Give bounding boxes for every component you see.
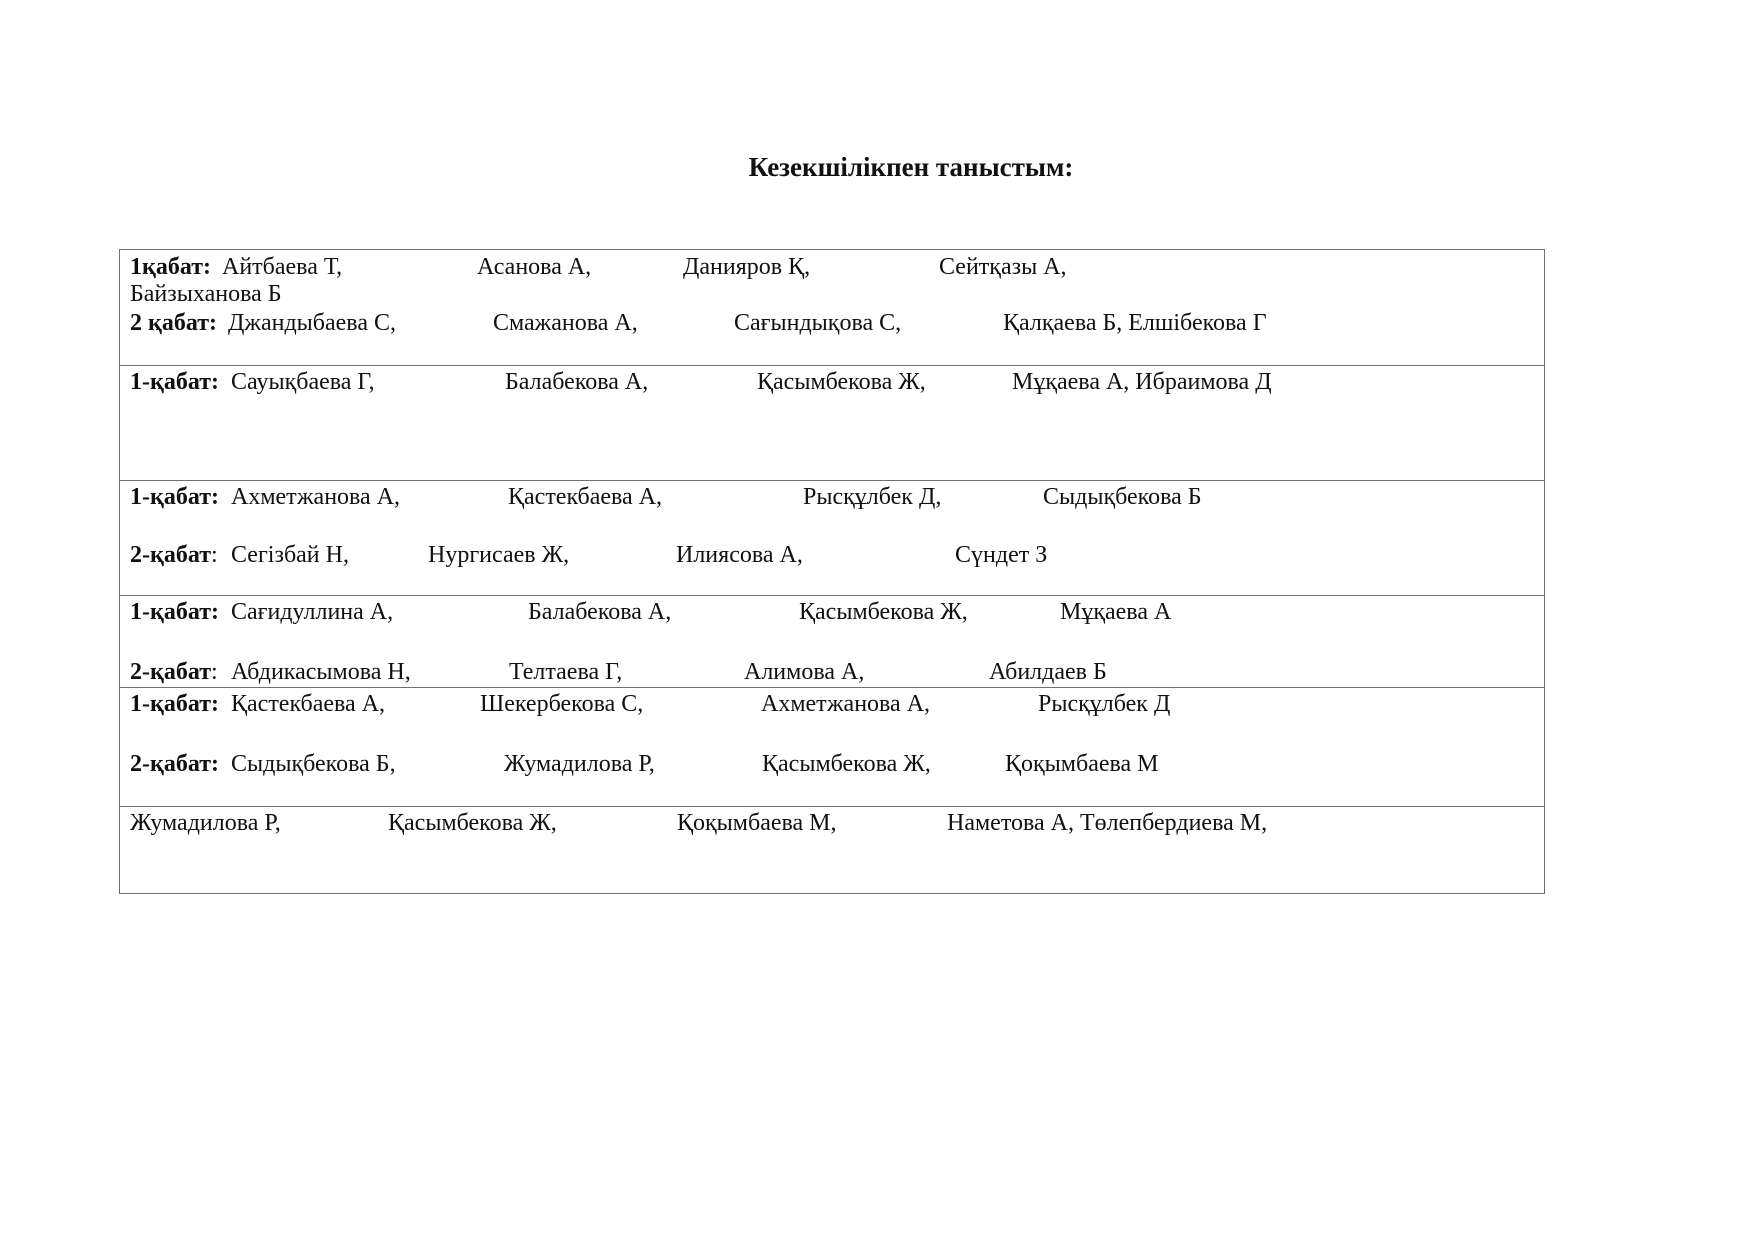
staff-name: Қасымбекова Ж,: [762, 751, 931, 777]
staff-name: Илиясова А,: [676, 542, 803, 568]
staff-name: Қастекбаева А,: [231, 691, 386, 717]
staff-name: Смажанова А,: [493, 310, 638, 336]
staff-name: Сыдықбекова Б,: [231, 751, 396, 777]
duty-line: [120, 367, 1544, 397]
duty-line: [120, 308, 1544, 338]
floor-label: 1-қабат:: [130, 369, 219, 395]
duty-row: [120, 481, 1544, 596]
duty-line: [120, 540, 1544, 570]
duty-table: [119, 249, 1545, 894]
duty-line: [120, 749, 1544, 779]
staff-name: Сегізбай Н,: [231, 542, 349, 568]
duty-row: [120, 688, 1544, 807]
staff-name: Айтбаева Т,: [222, 254, 343, 280]
staff-name: Ахметжанова А,: [231, 484, 401, 510]
floor-label: 1-қабат:: [130, 484, 219, 510]
staff-name: Рысқұлбек Д: [1038, 691, 1171, 717]
staff-name: Наметова А, Төлепбердиева М,: [947, 810, 1268, 836]
staff-name: Шекербекова С,: [480, 691, 644, 717]
staff-name: Сауықбаева Г,: [231, 369, 375, 395]
staff-name: Қасымбекова Ж,: [388, 810, 557, 836]
staff-name: Сағидуллина А,: [231, 599, 394, 625]
page-title: Кезекшілікпен таныстым:: [748, 152, 1074, 182]
duty-row: [120, 596, 1544, 688]
staff-name: Алимова А,: [744, 659, 865, 685]
duty-line: [120, 597, 1544, 627]
staff-name: Қасымбекова Ж,: [799, 599, 968, 625]
duty-line: [120, 252, 1544, 282]
staff-name: Сейтқазы А,: [939, 254, 1067, 280]
staff-name: Телтаева Г,: [509, 659, 623, 685]
floor-label: 2-қабат:: [130, 659, 218, 685]
staff-name: Байзыханова Б: [130, 281, 282, 307]
staff-name: Қалқаева Б, Елшібекова Г: [1003, 310, 1267, 336]
duty-line: [120, 657, 1544, 687]
staff-name: Джандыбаева С,: [228, 310, 396, 336]
staff-name: Данияров Қ,: [683, 254, 811, 280]
floor-label: 1-қабат:: [130, 599, 219, 625]
staff-name: Жумадилова Р,: [130, 810, 281, 836]
staff-name: Асанова А,: [477, 254, 592, 280]
staff-name: Сыдықбекова Б: [1043, 484, 1202, 510]
staff-name: Қасымбекова Ж,: [757, 369, 926, 395]
staff-name: Қастекбаева А,: [508, 484, 663, 510]
duty-line: [120, 279, 1544, 309]
floor-label: 2-қабат:: [130, 542, 218, 568]
staff-name: Мұқаева А: [1060, 599, 1172, 625]
staff-name: Ахметжанова А,: [761, 691, 931, 717]
duty-row: [120, 366, 1544, 481]
staff-name: Балабекова А,: [528, 599, 672, 625]
floor-label: 2-қабат:: [130, 751, 219, 777]
staff-name: Абилдаев Б: [989, 659, 1107, 685]
staff-name: Сағындықова С,: [734, 310, 902, 336]
staff-name: Нургисаев Ж,: [428, 542, 570, 568]
staff-name: Абдикасымова Н,: [231, 659, 411, 685]
duty-line: [120, 808, 1544, 838]
staff-name: Қоқымбаева М,: [677, 810, 837, 836]
floor-label: 1қабат:: [130, 254, 211, 280]
duty-row: [120, 807, 1544, 894]
duty-line: [120, 482, 1544, 512]
duty-line: [120, 689, 1544, 719]
staff-name: Қоқымбаева М: [1005, 751, 1159, 777]
staff-name: Рысқұлбек Д,: [803, 484, 942, 510]
duty-row: [120, 250, 1544, 366]
floor-label: 2 қабат:: [130, 310, 217, 336]
staff-name: Сүндет З: [955, 542, 1048, 568]
staff-name: Мұқаева А, Ибраимова Д: [1012, 369, 1272, 395]
staff-name: Жумадилова Р,: [504, 751, 655, 777]
floor-label: 1-қабат:: [130, 691, 219, 717]
staff-name: Балабекова А,: [505, 369, 649, 395]
